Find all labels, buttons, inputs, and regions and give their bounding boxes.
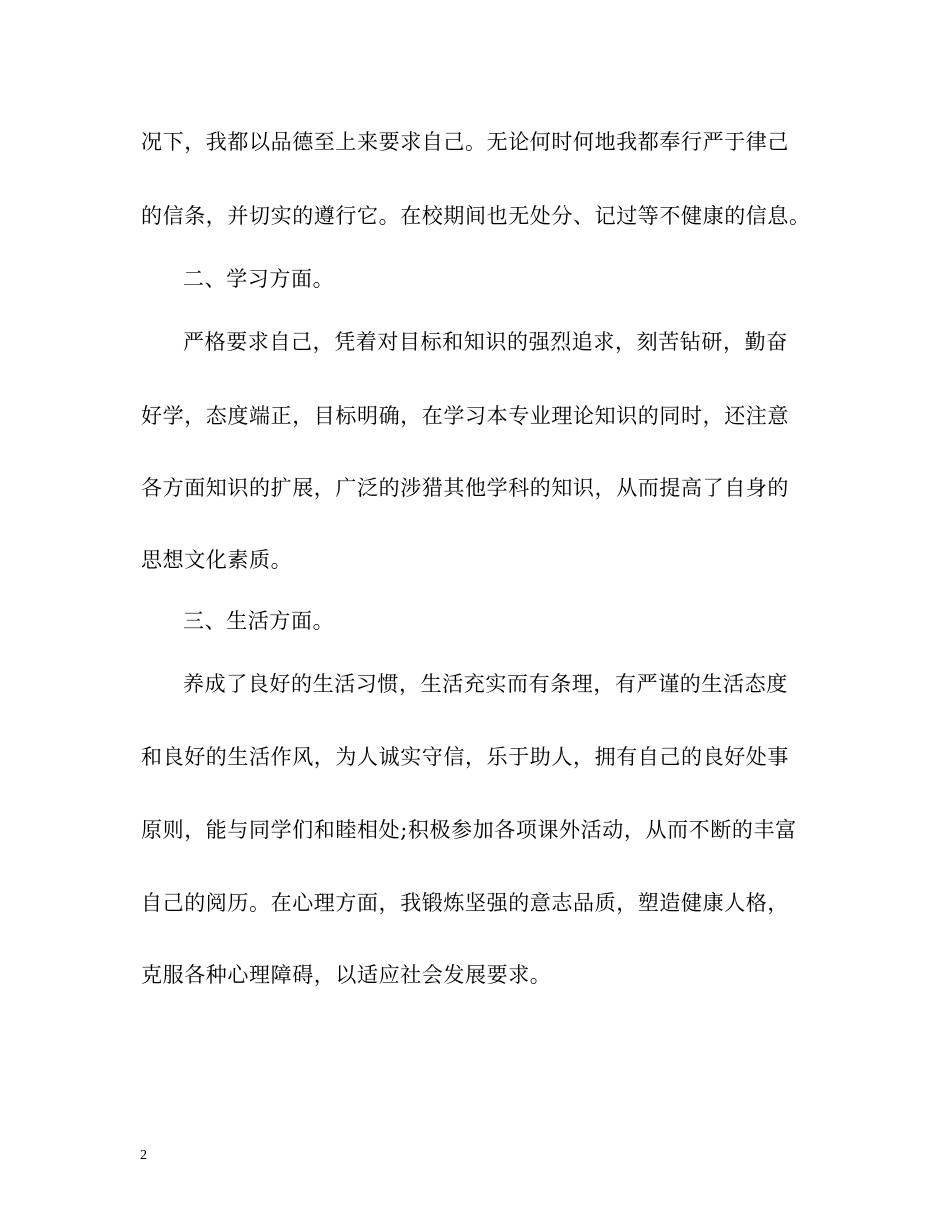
paragraph-line-6: 思想文化素质。 [141, 548, 293, 572]
paragraph-line-8: 和良好的生活作风，为人诚实守信，乐于助人，拥有自己的良好处事 [141, 745, 789, 769]
paragraph-line-3: 严格要求自己，凭着对目标和知识的强烈追求，刻苦钻研，勤奋 [183, 330, 788, 354]
paragraph-line-2: 的信条，并切实的遵行它。在校期间也无处分、记过等不健康的信息。 [141, 204, 811, 228]
paragraph-line-9: 原则，能与同学们和睦相处;积极参加各项课外活动，从而不断的丰富 [141, 818, 797, 842]
paragraph-line-1: 况下，我都以品德至上来要求自己。无论何时何地我都奉行严于律己 [141, 130, 789, 154]
section-heading-life: 三、生活方面。 [183, 609, 335, 633]
paragraph-line-11: 克服各种心理障碍，以适应社会发展要求。 [141, 963, 552, 987]
section-heading-study: 二、学习方面。 [183, 267, 335, 291]
page-number: 2 [140, 1148, 147, 1163]
paragraph-line-5: 各方面知识的扩展，广泛的涉猎其他学科的知识，从而提高了自身的 [141, 476, 789, 500]
paragraph-line-7: 养成了良好的生活习惯，生活充实而有条理，有严谨的生活态度 [183, 672, 788, 696]
paragraph-line-4: 好学，态度端正，目标明确，在学习本专业理论知识的同时，还注意 [141, 404, 789, 428]
paragraph-line-10: 自己的阅历。在心理方面，我锻炼坚强的意志品质，塑造健康人格， [141, 891, 789, 915]
